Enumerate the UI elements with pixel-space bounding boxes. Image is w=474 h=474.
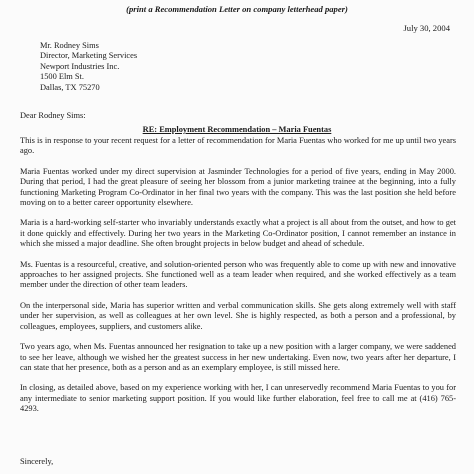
recipient-street: 1500 Elm St. <box>40 72 84 82</box>
recipient-city: Dallas, TX 75270 <box>40 82 100 92</box>
paragraph-interpersonal: On the interpersonal side, Maria has superior written and verbal communication skills. She gets along extremely well with staff under her supervision, as well as colleagues at her own level. She is highly respected, as both a person and a professional, by colleagues, employees, suppliers, and customers alike. <box>20 300 456 331</box>
paragraph-work-ethic: Maria is a hard-working self-starter who invariably understands exactly what a project is all about from the outset, and how to get it done quickly and effectively. During her two years in the Marketing Co-Ordinator position, I cannot remember an instance in which she missed a major deadline. She often brought projects in below budget and ahead of schedule. <box>20 218 456 249</box>
paragraph-departure: Two years ago, when Ms. Fuentas announced her resignation to take up a new position with a larger company, we were saddened to see her leave, although we wished her the greatest success in her new undertaking. Even now, two years after her departure, I can state that her presence, both as a person and as an exemplary employee, is still missed here. <box>20 342 456 372</box>
print-instruction-note: (print a Recommendation Letter on company letterhead paper) <box>126 4 348 14</box>
paragraph-closing-recommendation: In closing, as detailed above, based on my experience working with her, I can unreservedly recommend Maria Fuentas to you for any intermediate to senior marketing support position. If you would like further elaboration, feel free to call me at (416) 765-4293. <box>20 383 456 414</box>
recipient-name: Mr. Rodney Sims <box>40 41 99 50</box>
subject-line: RE: Employment Recommendation – Maria Fuentas <box>142 125 332 134</box>
recipient-company: Newport Industries Inc. <box>40 61 120 71</box>
paragraph-employment-history: Maria Fuentas worked under my direct supervision at Jasminder Technologies for a period of five years, ending in May 2000. During that period, I had the great pleasure of seeing her blossom from a junior marketing trainee at the beginning, into a fully functioning Marketing Program Co-Ordinator in her final two years with the company. This was the last position she held before moving on to a better career opportunity elsewhere. <box>20 166 456 208</box>
closing: Sincerely, <box>20 457 54 466</box>
recipient-address <box>40 41 137 93</box>
letter-body <box>20 136 456 425</box>
letter-date: July 30, 2004 <box>403 23 450 33</box>
paragraph-intro: This is in response to your recent request for a letter of recommendation for Maria Fuentas who worked for me up until two years ago. <box>20 136 456 156</box>
paragraph-resourcefulness: Ms. Fuentas is a resourceful, creative, and solution-oriented person who was frequently able to come up with new and innovative approaches to her assigned projects. She functioned well as a team leader when required, and she worked effectively as a team member under the direction of other team leaders. <box>20 259 456 290</box>
recipient-title: Director, Marketing Services <box>40 51 138 61</box>
salutation: Dear Rodney Sims: <box>20 111 86 120</box>
